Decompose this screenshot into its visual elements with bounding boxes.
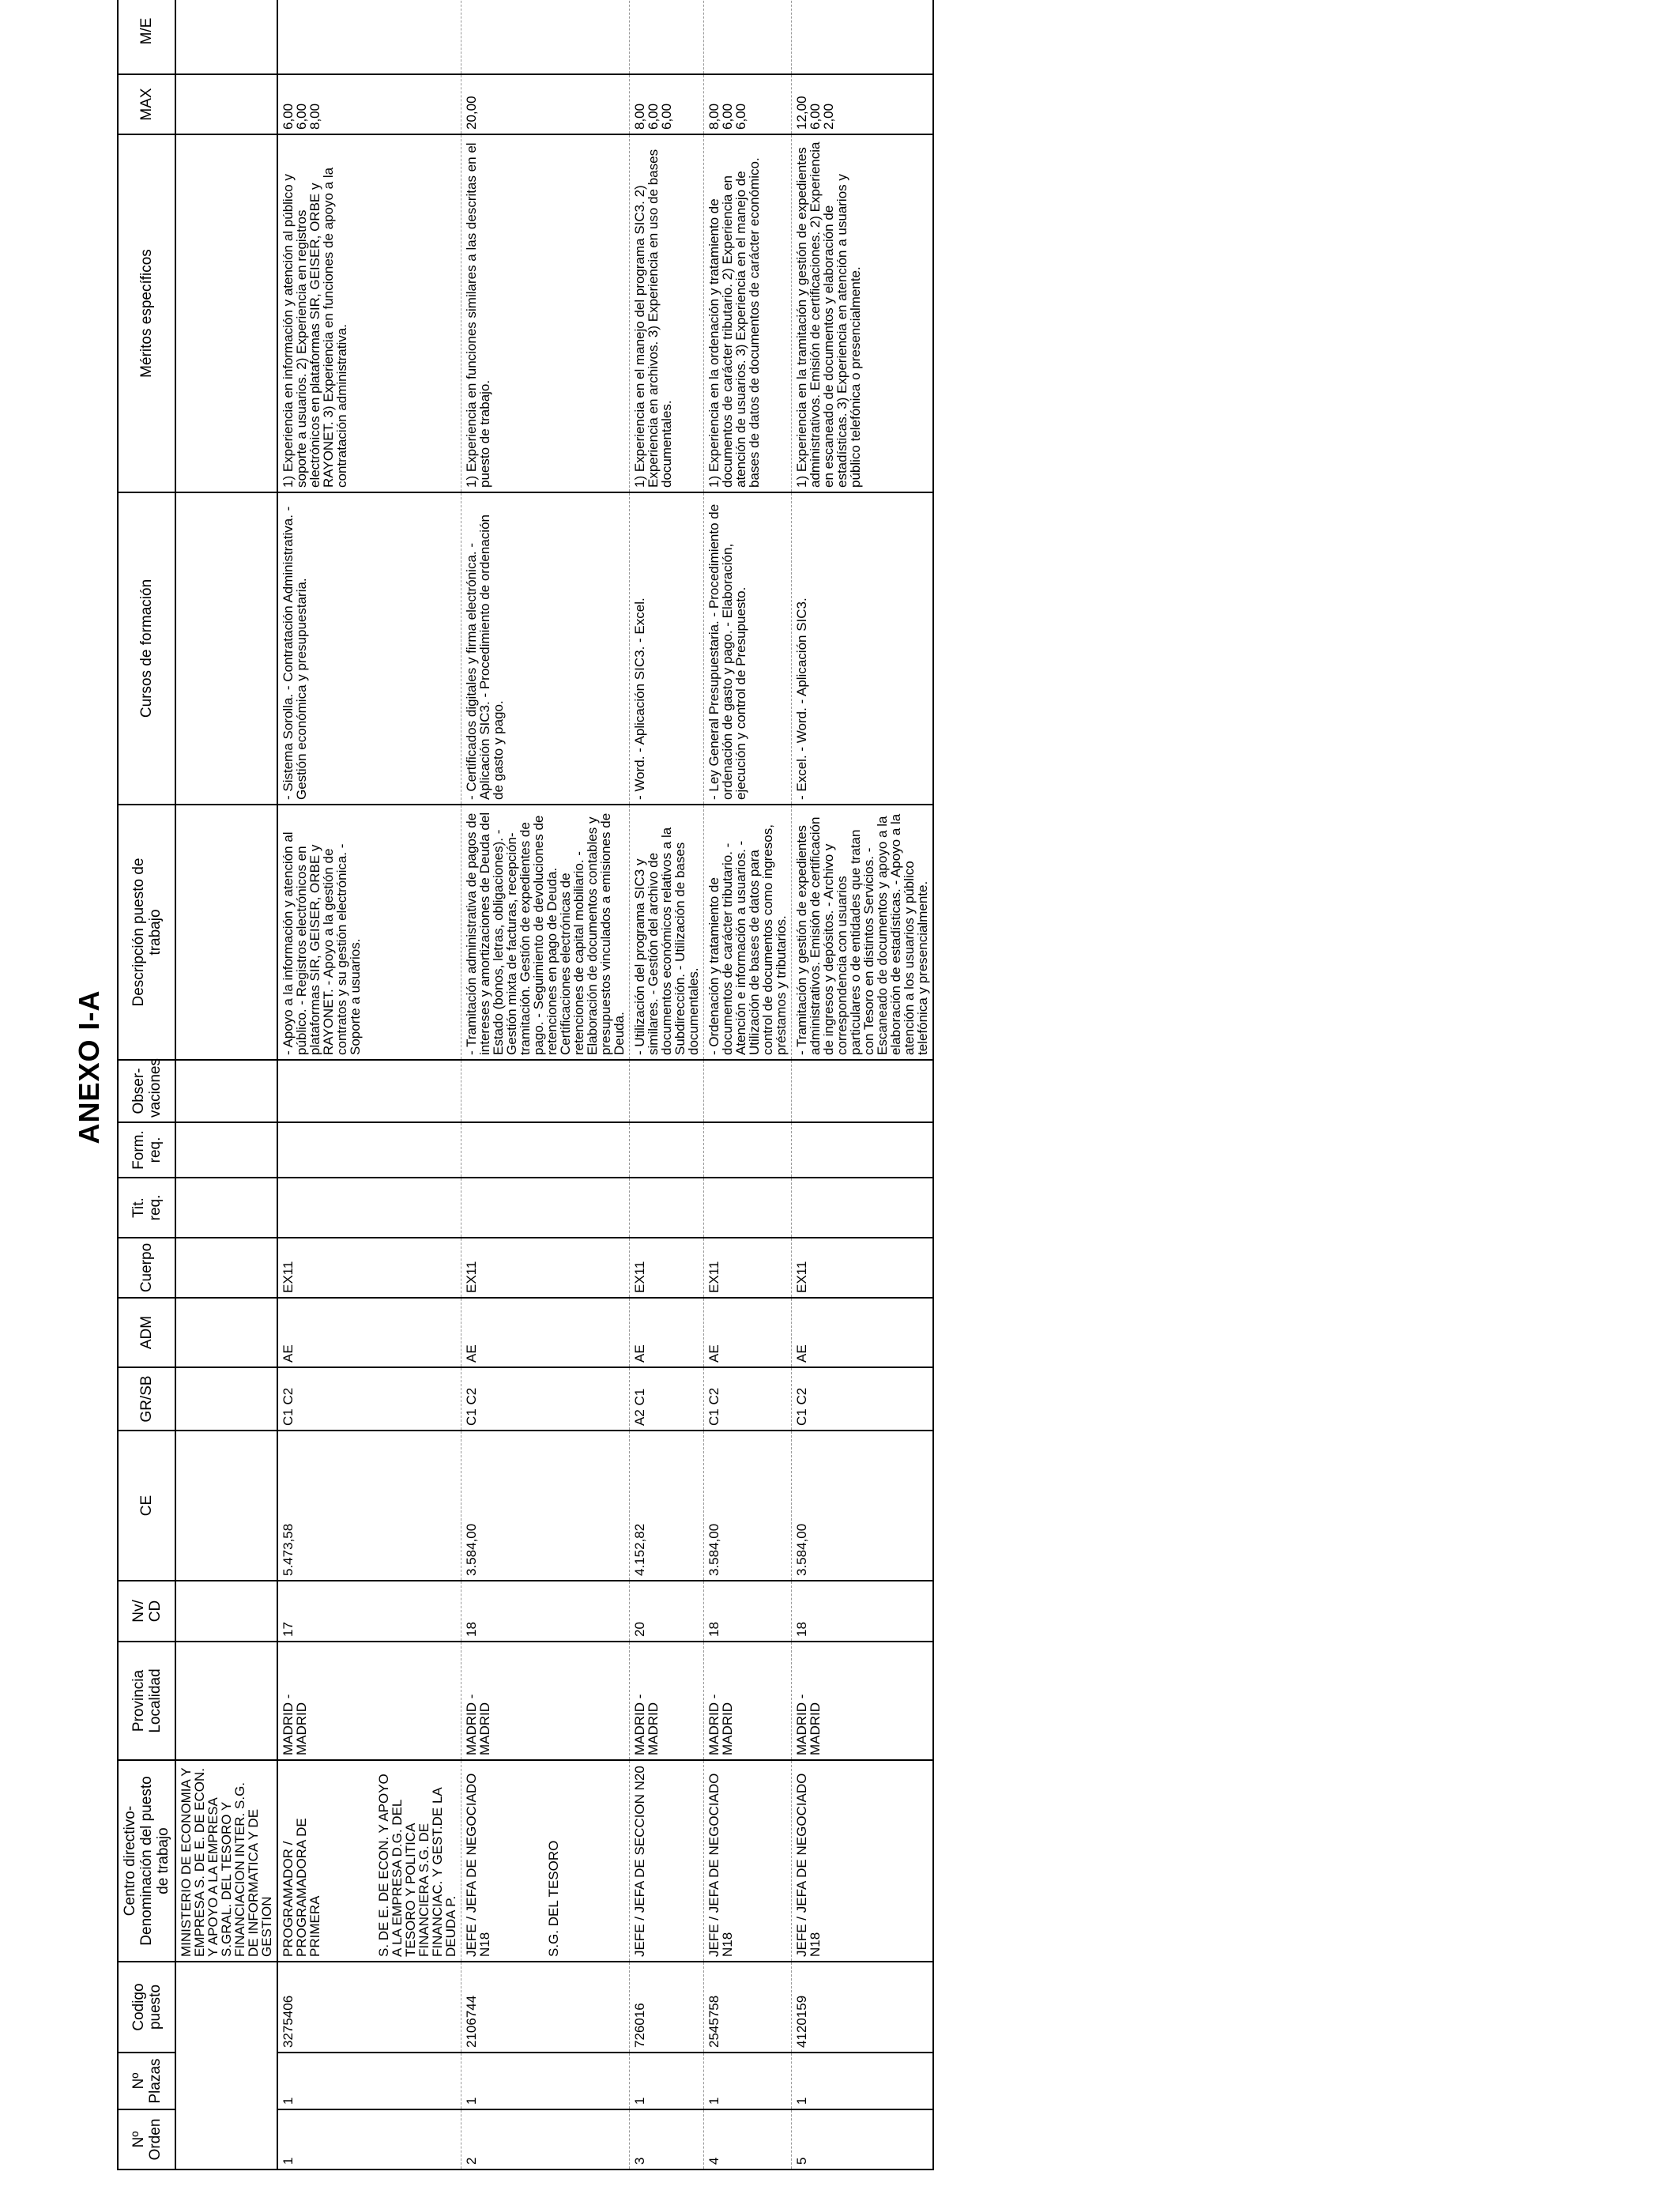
cell-ce-text: 4.152,82	[632, 1523, 647, 1576]
column-header-adm	[118, 1298, 175, 1367]
cell-grupo	[461, 1367, 630, 1431]
cell-meritos	[792, 134, 934, 492]
cell-meritos-text: 1) Experiencia en el manejo del programa SIC3. 2) Experiencia en archivos. 3) Experiencia en uso de bases documentales.	[632, 149, 674, 488]
cell-meritos	[630, 134, 704, 492]
cell-centro-text: JEFE / JEFA DE NEGOCIADO N18	[794, 1773, 823, 1957]
cell-cuerpo	[461, 1238, 630, 1298]
column-header-me	[118, 0, 175, 74]
cell-plazas	[630, 2053, 704, 2109]
cell-max	[792, 74, 934, 134]
cell-adm	[630, 1298, 704, 1367]
cell-localidad	[792, 1642, 934, 1760]
cell-ce	[277, 1431, 461, 1581]
cell-grupo-text: C1 C2	[706, 1387, 721, 1426]
cell-grupo-text: C1 C2	[464, 1387, 479, 1426]
table-row	[704, 0, 792, 2169]
cell-cursos-text: - Excel. - Word. - Aplicación SIC3.	[794, 598, 809, 800]
cell-adm	[277, 1298, 461, 1367]
cell-cuerpo	[704, 1238, 792, 1298]
next-centro-heading: S.G. DEL TESORO	[546, 1840, 561, 1957]
table-row	[792, 0, 934, 2169]
cell-codigo	[792, 1962, 934, 2053]
column-header-cuerpo	[118, 1238, 175, 1298]
cell-orden	[704, 2109, 792, 2169]
cell-tit	[792, 1178, 934, 1238]
cell-obs	[277, 1060, 461, 1122]
cell-grupo	[630, 1367, 704, 1431]
cell-nivel-text: 18	[706, 1622, 721, 1637]
cell-max	[704, 74, 792, 134]
column-header-cursos	[118, 492, 175, 805]
cell-localidad	[630, 1642, 704, 1760]
cell-form	[704, 1122, 792, 1178]
cell-me	[630, 0, 704, 74]
cell-nivel-text: 20	[632, 1622, 647, 1637]
cell-nivel	[630, 1581, 704, 1642]
column-header-label: Nv/ CD	[130, 1600, 164, 1623]
cell-cuerpo-text: EX11	[632, 1261, 647, 1293]
cell-tit	[277, 1178, 461, 1238]
cell-max-text: 8,00 6,00 6,00	[632, 103, 674, 130]
cell-localidad-text: MADRID - MADRID	[464, 1694, 492, 1755]
cell-localidad	[277, 1642, 461, 1760]
cell-tit	[461, 1178, 630, 1238]
column-header-label: Centro directivo- Denominación del puesto de trabajo	[122, 1776, 171, 1946]
cell-orden	[277, 2109, 461, 2169]
cell-ce	[630, 1431, 704, 1581]
column-header-max	[118, 74, 175, 134]
cell-grupo-text: C1 C2	[281, 1387, 296, 1426]
cell-orden-text: 5	[794, 2157, 809, 2165]
cell-meritos-text: 1) Experiencia en la ordenación y tratamiento de documentos de carácter tributario. 2) Experiencia en atención de usuarios. 3) Experiencia en el manejo de bases de datos de documentos de carácter económico.	[706, 157, 762, 488]
cell-cursos-text: - Certificados digitales y firma electrónica. - Aplicación SIC3. - Procedimiento de ordenación de gasto y pago.	[464, 515, 506, 800]
cell-grupo-text: A2 C1	[632, 1388, 647, 1426]
cell-nivel-text: 18	[794, 1622, 809, 1637]
table-row	[277, 0, 461, 2169]
cell-adm-text: AE	[281, 1344, 296, 1363]
column-header-meritos	[118, 134, 175, 492]
cell-obs	[792, 1060, 934, 1122]
column-header-nivel	[118, 1581, 175, 1642]
cell-adm-text: AE	[464, 1344, 479, 1363]
cell-plazas-text: 1	[632, 2097, 647, 2105]
cell-codigo	[704, 1962, 792, 2053]
column-header-descripcion	[118, 805, 175, 1060]
table-row	[461, 0, 630, 2169]
column-header-localidad	[118, 1642, 175, 1760]
cell-cuerpo	[277, 1238, 461, 1298]
cell-cursos	[630, 492, 704, 805]
column-header-label: CE	[138, 1495, 155, 1517]
cell-ce	[461, 1431, 630, 1581]
cell-centro	[704, 1760, 792, 1962]
cell-max-text: 6,00 6,00 8,00	[281, 103, 322, 130]
cell-codigo	[461, 1962, 630, 2053]
cell-cursos	[461, 492, 630, 805]
cell-grupo-text: C1 C2	[794, 1387, 809, 1426]
cell-max	[461, 74, 630, 134]
column-header-ce	[118, 1431, 175, 1581]
cell-plazas	[277, 2053, 461, 2109]
table-header-row	[118, 0, 175, 2169]
cell-centro	[792, 1760, 934, 1962]
cell-codigo-text: 2106744	[464, 1995, 479, 2048]
cell-descripcion-text: - Utilización del programa SIC3 y similares. - Gestión del archivo de documentos económicos relativos a la Subdirección. - Utilización de bases documentales.	[632, 827, 701, 1055]
cell-codigo-text: 726016	[632, 2003, 647, 2048]
column-header-grupo	[118, 1367, 175, 1431]
cell-cursos	[792, 492, 934, 805]
cell-nivel	[461, 1581, 630, 1642]
cell-me	[277, 0, 461, 74]
cell-form	[277, 1122, 461, 1178]
cell-orden	[792, 2109, 934, 2169]
column-header-label: Obser- vaciones	[130, 1058, 164, 1118]
column-header-label: Codigo puesto	[130, 1983, 164, 2031]
positions-table	[117, 0, 934, 2170]
cell-centro	[461, 1760, 630, 1962]
column-header-label: Form. req.	[130, 1130, 164, 1170]
cell-plazas	[704, 2053, 792, 2109]
cell-centro-text: JEFE / JEFA DE SECCION N20	[632, 1766, 647, 1957]
column-header-orden	[118, 2109, 175, 2169]
cell-plazas-text: 1	[794, 2097, 809, 2105]
page-title: ANEXO I-A	[73, 990, 105, 1144]
cell-me	[461, 0, 630, 74]
cell-cursos-text: - Ley General Presupuestaria. - Procedimiento de ordenación de gasto y pago. - Elaboración, ejecución y control de Presupuesto.	[706, 503, 748, 800]
cell-grupo	[792, 1367, 934, 1431]
positions-table-frame	[117, 0, 1596, 2170]
cell-codigo	[630, 1962, 704, 2053]
cell-nivel-text: 17	[281, 1622, 296, 1637]
table-row	[630, 0, 704, 2169]
top-centro-text: MINISTERIO DE ECONOMIA Y EMPRESA S. DE E. DE ECON. Y APOYO A LA EMPRESA S.GRAL. DEL TESORO Y FINANCIACION INTER. S.G. DE INFORMATICA Y DE GESTION	[175, 1760, 277, 1962]
column-header-codigo	[118, 1962, 175, 2053]
column-header-label: Méritos específicos	[138, 249, 155, 378]
cell-cursos	[277, 492, 461, 805]
cell-grupo	[704, 1367, 792, 1431]
cell-obs	[630, 1060, 704, 1122]
cell-cuerpo-text: EX11	[794, 1261, 809, 1293]
cell-cuerpo	[792, 1238, 934, 1298]
column-header-tit	[118, 1178, 175, 1238]
cell-plazas-text: 1	[281, 2097, 296, 2105]
column-header-label: Descripción puesto de trabajo	[130, 858, 164, 1007]
cell-descripcion	[630, 805, 704, 1060]
cell-plazas	[461, 2053, 630, 2109]
column-header-label: Tit. req.	[130, 1194, 164, 1221]
cell-localidad-text: MADRID - MADRID	[706, 1694, 735, 1755]
cell-form	[630, 1122, 704, 1178]
header-spacer-row	[175, 0, 277, 2169]
cell-nivel	[792, 1581, 934, 1642]
cell-plazas	[792, 2053, 934, 2109]
cell-orden-text: 3	[632, 2157, 647, 2165]
cell-descripcion	[461, 805, 630, 1060]
cell-nivel	[704, 1581, 792, 1642]
cell-max	[630, 74, 704, 134]
cell-ce-text: 3.584,00	[464, 1523, 479, 1576]
column-header-label: ADM	[138, 1315, 155, 1350]
column-header-label: Cursos de formación	[138, 579, 155, 718]
cell-codigo-text: 2545758	[706, 1995, 721, 2048]
cell-form	[792, 1122, 934, 1178]
cell-adm-text: AE	[632, 1344, 647, 1363]
column-header-label: Nº Plazas	[130, 2058, 164, 2104]
cell-plazas-text: 1	[706, 2097, 721, 2105]
cell-localidad	[461, 1642, 630, 1760]
cell-meritos	[277, 134, 461, 492]
cell-localidad	[704, 1642, 792, 1760]
cell-obs	[704, 1060, 792, 1122]
cell-max-text: 8,00 6,00 6,00	[706, 103, 748, 130]
cell-max-text: 20,00	[464, 96, 479, 130]
cell-codigo	[277, 1962, 461, 2053]
cell-orden	[630, 2109, 704, 2169]
cell-adm	[704, 1298, 792, 1367]
cell-descripcion-text: - Ordenación y tratamiento de documentos de carácter tributario. - Atención e información a usuarios. - Utilización de bases de datos para control de documentos como ingresos, préstamos y tributarios.	[706, 824, 789, 1055]
cell-meritos-text: 1) Experiencia en la tramitación y gestión de expedientes administrativos. Emisión de certificaciones. 2) Experiencia en escaneado de documentos y elaboración de estadísticas. 3) Experiencia en atención a usuarios y público telefónica o presencialmente.	[794, 141, 863, 488]
cell-max	[277, 74, 461, 134]
cell-localidad-text: MADRID - MADRID	[281, 1694, 309, 1755]
cell-form	[461, 1122, 630, 1178]
cell-cuerpo-text: EX11	[706, 1261, 721, 1293]
cell-cursos-text: - Sistema Sorolla. - Contratación Administrativa. - Gestión económica y presupuestaria.	[281, 506, 309, 800]
cell-meritos-text: 1) Experiencia en información y atención al público y soporte a usuarios. 2) Experiencia en registros electrónicos en plataformas SIR, GEISER, ORBE y RAYONET. 3) Experiencia en funciones de apoyo a la contratación administrativa.	[281, 167, 349, 488]
cell-codigo-text: 3275406	[281, 1995, 296, 2048]
cell-cuerpo-text: EX11	[281, 1261, 296, 1293]
cell-nivel-text: 18	[464, 1622, 479, 1637]
cell-descripcion	[704, 805, 792, 1060]
cell-orden-text: 1	[281, 2157, 296, 2165]
column-header-obs	[118, 1060, 175, 1122]
cell-cuerpo-text: EX11	[464, 1261, 479, 1293]
cell-meritos	[704, 134, 792, 492]
cell-ce-text: 5.473,58	[281, 1523, 296, 1576]
cell-descripcion	[792, 805, 934, 1060]
cell-me	[704, 0, 792, 74]
cell-ce	[792, 1431, 934, 1581]
cell-orden-text: 2	[464, 2157, 479, 2165]
cell-adm-text: AE	[706, 1344, 721, 1363]
cell-localidad-text: MADRID - MADRID	[632, 1694, 661, 1755]
cell-cuerpo	[630, 1238, 704, 1298]
cell-obs	[461, 1060, 630, 1122]
cell-nivel	[277, 1581, 461, 1642]
column-header-label: MAX	[138, 88, 155, 121]
cell-centro-text: PROGRAMADOR / PROGRAMADORA DE PRIMERA	[281, 1818, 322, 1957]
cell-tit	[630, 1178, 704, 1238]
cell-tit	[704, 1178, 792, 1238]
cell-cursos	[704, 492, 792, 805]
column-header-label: M/E	[138, 17, 155, 45]
cell-centro-text: JEFE / JEFA DE NEGOCIADO N18	[706, 1773, 735, 1957]
cell-centro	[630, 1760, 704, 1962]
cell-centro-text: JEFE / JEFA DE NEGOCIADO N18	[464, 1773, 492, 1957]
cell-centro	[277, 1760, 461, 1962]
cell-codigo-text: 4120159	[794, 1995, 809, 2048]
cell-ce	[704, 1431, 792, 1581]
column-header-label: GR/SB	[138, 1375, 155, 1423]
column-header-form	[118, 1122, 175, 1178]
cell-adm	[792, 1298, 934, 1367]
cell-adm-text: AE	[794, 1344, 809, 1363]
cell-me	[792, 0, 934, 74]
cell-cursos-text: - Word. - Aplicación SIC3. - Excel.	[632, 598, 647, 800]
cell-descripcion-text: - Tramitación administrativa de pagos de intereses y amortizaciones de Deuda del Estado (bonos, letras, obligaciones). - Gestión mixta de facturas, recepción-tramitación. Gestión de expedientes de pago. - Seguimiento de devoluciones de retenciones en pago de Deuda. Certificaciones electrónicas de retenciones de capital mobiliario. - Elaboración de documentos contables y presupuestos vinculados a emisiones de Deuda.	[464, 812, 627, 1055]
column-header-centro	[118, 1760, 175, 1962]
cell-descripcion	[277, 805, 461, 1060]
column-header-label: Provincia Localidad	[130, 1668, 164, 1733]
cell-ce-text: 3.584,00	[706, 1523, 721, 1576]
cell-descripcion-text: - Apoyo a la información y atención al público. - Registros electrónicos en plataformas SIR, GEISER, ORBE y RAYONET. - Apoyo a la gestión de contratos y su gestión electrónica. - Soporte a usuarios.	[281, 831, 363, 1055]
cell-plazas-text: 1	[464, 2097, 479, 2105]
column-header-label: Cuerpo	[138, 1242, 155, 1293]
column-header-plazas	[118, 2053, 175, 2109]
cell-meritos	[461, 134, 630, 492]
cell-localidad-text: MADRID - MADRID	[794, 1694, 823, 1755]
cell-max-text: 12,00 6,00 2,00	[794, 96, 836, 130]
cell-orden	[461, 2109, 630, 2169]
cell-meritos-text: 1) Experiencia en funciones similares a las descritas en el puesto de trabajo.	[464, 142, 492, 488]
cell-ce-text: 3.584,00	[794, 1523, 809, 1576]
cell-descripcion-text: - Tramitación y gestión de expedientes administrativos. Emisión de certificación de ingresos y depósitos. - Archivo y correspondencia con usuarios particulares o de entidades que tratan con Tesoro en distintos Servicios. - Escaneado de documentos y apoyo a la elaboración de estadísticas. - Apoyo a la atención a los usuarios y público telefónica y presencialmente.	[794, 813, 930, 1055]
cell-adm	[461, 1298, 630, 1367]
cell-orden-text: 4	[706, 2157, 721, 2165]
cell-grupo	[277, 1367, 461, 1431]
next-centro-heading: S. DE E. DE ECON. Y APOYO A LA EMPRESA D.G. DEL TESORO Y POLITICA FINANCIERA S.G. DE FINANCIAC. Y GEST.DE LA DEUDA P.	[376, 1774, 458, 1957]
column-header-label: Nº Orden	[130, 2118, 164, 2161]
